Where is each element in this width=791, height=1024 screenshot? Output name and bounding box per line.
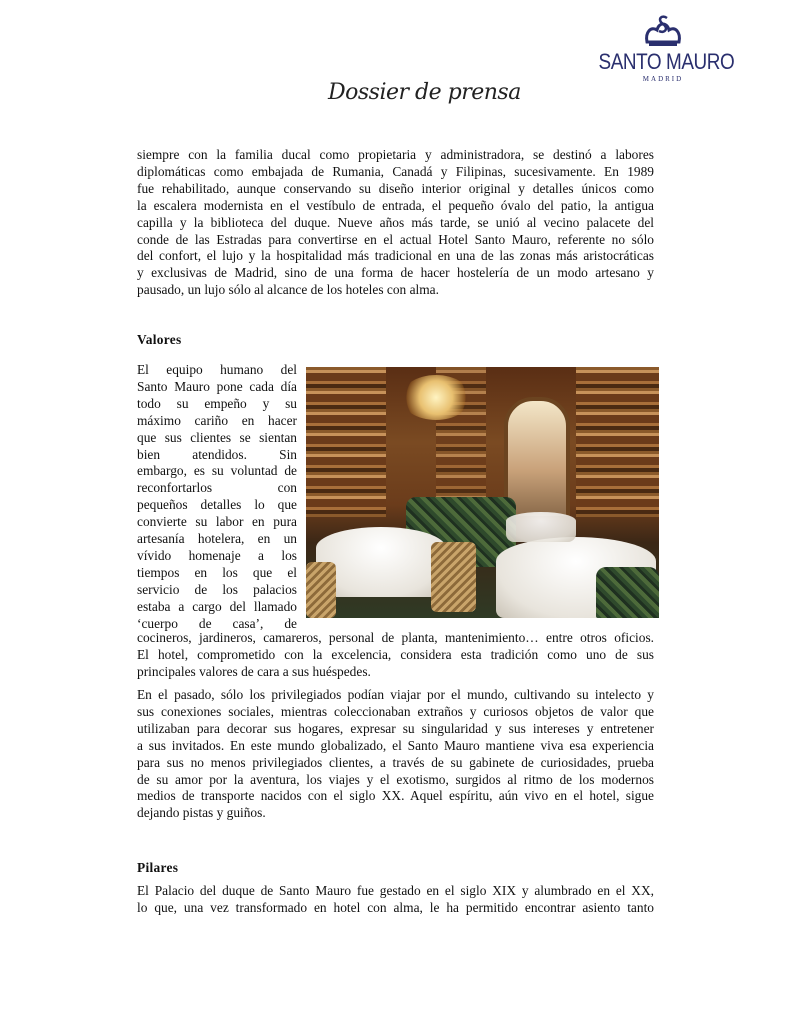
text-line: pequeños detalles lo que xyxy=(137,497,297,513)
text-line: lo que, una vez transformado en hotel con alma, le ha permitido encontrar asiento tanto xyxy=(137,899,654,915)
text-line: de su amor por la aventura, los viajes y el exotismo, surgidos al ritmo de los modernos xyxy=(137,771,654,787)
text-line: diplomáticas como embajada de Rumania, Canadá y Filipinas, sucesivamente. En 1989 xyxy=(137,163,654,179)
text-line: artesanía hotelera, en un xyxy=(137,531,297,546)
text-line: bien atendidos. Sin xyxy=(137,446,297,462)
text-line: dejando pistas y guiños. xyxy=(137,805,266,821)
text-line: capilla y la biblioteca del duque. Nueve años más tarde, se unió al vecino palacete del xyxy=(137,214,654,230)
santo-mauro-logo xyxy=(588,14,738,83)
text-line: El Palacio del duque de Santo Mauro fue gestado en el siglo XIX y alumbrado en el XX, xyxy=(137,883,654,898)
text-line: vívido homenaje a los xyxy=(137,547,297,563)
text-line: del confort, el lujo y la hospitalidad más tradicional en una de las zonas más aristocráticas xyxy=(137,248,654,264)
text-line: para sus no menos privilegiados clientes, a través de su gabinete de curiosidades, prueba xyxy=(137,754,654,770)
text-line: embargo, es su voluntad de xyxy=(137,463,297,479)
text-line: cocineros, jardineros, camareros, personal de planta, mantenimiento… entre otros oficios. xyxy=(137,630,654,645)
text-line: Santo Mauro pone cada día xyxy=(137,378,297,394)
text-line: El equipo humano del xyxy=(137,362,297,377)
section-heading-valores: Valores xyxy=(137,332,182,347)
logo-brand-text: SANTO MAURO xyxy=(598,49,735,74)
text-line: servicio de los palacios xyxy=(137,581,297,597)
text-line: máximo cariño en hacer xyxy=(137,412,297,428)
text-line: conde de las Estradas para convertirse en el actual Hotel Santo Mauro, referente no sólo xyxy=(137,231,654,247)
text-line: reconfortarlos con xyxy=(137,480,297,496)
text-line: En el pasado, sólo los privilegiados podían viajar por el mundo, cultivando su intelecto y xyxy=(137,687,654,702)
section-heading-pilares: Pilares xyxy=(137,860,179,875)
text-line: medios de transporte nacidos con el siglo XX. Aquel espíritu, aún vivo en el hotel, sigue xyxy=(137,788,654,804)
text-line: convierte su labor en pura xyxy=(137,514,297,530)
text-line: fue rehabilitado, aunque conservando su diseño interior original y detalles únicos como xyxy=(137,180,654,196)
text-line: y exclusivas de Madrid, sino de una forma de hacer hostelería de un modo artesano y xyxy=(137,265,654,281)
document-title: Dossier de prensa xyxy=(328,80,521,105)
text-line: sus conexiones sociales, mientras coleccionaban extraños y curiosos objetos de valor que xyxy=(137,703,654,719)
text-line: El hotel, comprometido con la excelencia, considera esta tradición como uno de sus xyxy=(137,646,654,662)
text-line: que sus clientes se sientan xyxy=(137,429,297,445)
text-line: a sus invitados. En este mundo globalizado, el Santo Mauro mantiene viva esa experiencia xyxy=(137,737,654,753)
text-line: la escalera modernista en el vestíbulo de entrada, el pequeño óvalo del patio, la antigua xyxy=(137,197,654,213)
text-line: todo su empeño y su xyxy=(137,395,297,411)
text-line: siempre con la familia ducal como propietaria y administradora, se destinó a labores xyxy=(137,147,654,162)
text-line: pausado, un lujo sólo al alcance de los hoteles con alma. xyxy=(137,282,439,298)
crown-monogram-icon xyxy=(643,14,683,48)
text-line: utilizaban para decorar sus hogares, expresar su singularidad y sus intereses y entretener xyxy=(137,720,654,736)
restaurant-library-photo xyxy=(306,367,659,618)
text-line: ‘cuerpo de casa’, de xyxy=(137,615,297,631)
text-line: tiempos en los que el xyxy=(137,564,297,580)
text-line: principales valores de cara a sus huéspedes. xyxy=(137,663,371,679)
logo-city-text: MADRID xyxy=(642,75,684,83)
text-line: estaba a cargo del llamado xyxy=(137,598,297,614)
